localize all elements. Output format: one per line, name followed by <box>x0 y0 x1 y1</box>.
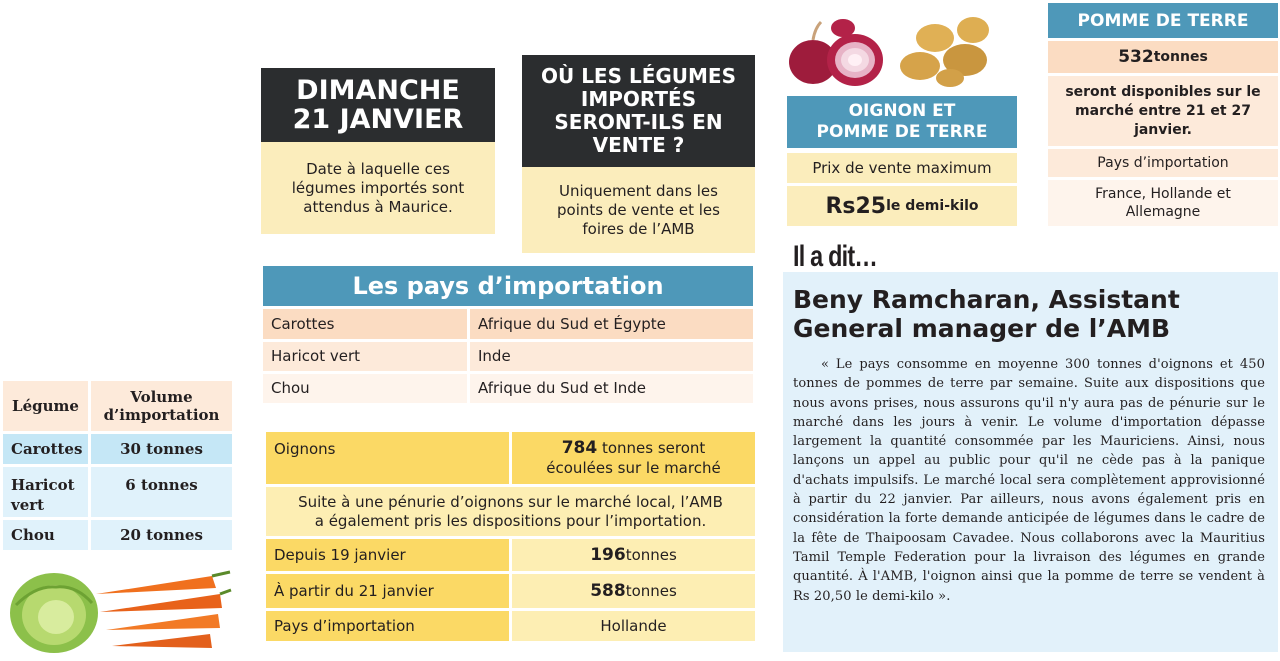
pays-row-3-pays <box>470 374 753 403</box>
volume-header-line1: Volume <box>130 388 193 406</box>
pomme-pays-label <box>1048 149 1278 177</box>
pomme-pays-label-text: Pays d’importation <box>1097 155 1229 171</box>
volume-header-volume <box>91 381 232 431</box>
pays-row-3-legume <box>263 374 467 403</box>
oignons-row-1-label-text: Depuis 19 janvier <box>274 545 406 564</box>
oignons-qty <box>512 432 755 484</box>
volume-row-2-volume <box>91 467 232 517</box>
pays-row-1-legume <box>263 309 467 339</box>
pomme-text <box>1048 76 1278 146</box>
oignons-qty-unit: tonnes seront <box>597 439 706 457</box>
pomme-text-content: seront disponibles sur le marché entre 21 et 27 janvier. <box>1065 83 1261 138</box>
oignons-label <box>266 432 509 484</box>
pomme-pays-value-text: France, Hollande et Allemagne <box>1095 186 1231 220</box>
oignon-subtitle-text: Prix de vente maximum <box>812 158 992 177</box>
oignon-title <box>787 96 1017 148</box>
oignons-row-2-value-text: 588 <box>590 581 626 601</box>
pays-row-3-pays-text: Afrique du Sud et Inde <box>478 379 647 397</box>
where-title-text: OÙ LES LÉGUMES IMPORTÉS SERONT-ILS EN VENTE ? <box>540 64 736 157</box>
oignons-row-2-unit: tonnes <box>625 582 677 600</box>
volume-row-2-legume-line1: Haricot <box>11 476 75 494</box>
volume-row-3-legume-text: Chou <box>11 526 55 544</box>
pays-row-2-legume-text: Haricot vert <box>271 347 361 365</box>
where-text <box>522 167 755 253</box>
quote-author <box>793 285 1273 343</box>
pays-row-2-legume <box>263 342 467 371</box>
volume-row-2-volume-text: 6 tonnes <box>125 476 198 494</box>
oignons-row-3-value-text: Hollande <box>600 616 667 635</box>
oignons-label-text: Oignons <box>274 440 336 458</box>
volume-row-1-legume <box>3 434 88 464</box>
oignons-note-line1: Suite à une pénurie d’oignons sur le marché local, l’AMB <box>298 492 723 511</box>
oignons-row-1-value-text: 196 <box>590 545 626 565</box>
oignons-row-1-label <box>266 539 509 571</box>
pays-table-title <box>263 266 753 306</box>
price-suffix: le demi-kilo <box>886 198 979 214</box>
quote-kicker <box>793 240 877 274</box>
volume-row-2-legume-line2: vert <box>11 496 45 514</box>
pays-table-title-text: Les pays d’importation <box>352 272 664 300</box>
oignons-qty-line2: écoulées sur le marché <box>546 459 721 477</box>
quote-author-line2: General manager de l’AMB <box>793 314 1171 343</box>
volume-row-3-volume <box>91 520 232 550</box>
potato-image <box>895 8 1000 88</box>
price-prefix: Rs <box>825 193 856 219</box>
pomme-title-text: POMME DE TERRE <box>1077 10 1249 31</box>
date-title-line2: 21 JANVIER <box>292 104 464 135</box>
pomme-tonnes <box>1048 41 1278 73</box>
where-text-content: Uniquement dans les points de vente et les foires de l’AMB <box>557 181 720 238</box>
pays-row-3-legume-text: Chou <box>271 379 310 397</box>
quote-kicker-text: Il a dit… <box>793 240 877 273</box>
oignons-row-1-unit: tonnes <box>625 546 677 564</box>
price-value: 25 <box>855 193 887 219</box>
oignons-row-2-value <box>512 574 755 608</box>
pomme-tonnes-unit: tonnes <box>1153 49 1208 65</box>
date-title <box>261 68 495 142</box>
carrot-image <box>92 570 232 655</box>
oignons-qty-value: 784 <box>561 438 598 458</box>
pomme-tonnes-value: 532 <box>1118 47 1154 67</box>
date-title-line1: DIMANCHE <box>296 75 460 106</box>
volume-header-line2: d’importation <box>103 406 220 424</box>
oignons-row-1-value <box>512 539 755 571</box>
volume-row-2-legume <box>3 467 88 517</box>
quote-text <box>793 355 1265 606</box>
quote-text-content: « Le pays consomme en moyenne 300 tonnes d'oignons et 450 tonnes de pommes de terre par semaine. Suite aux dispositions que nous avons prises, nous assurons qu'il n'y aura pas de pénurie sur le marché dans les jours à venir. Le volume d'importation dépasse largement la quantité consommée par les Mauriciens. Ainsi, nous lançons un appel au public pour qu'il ne cède pas à la panique d'achats impulsifs. Le marché local sera complètement approvisionné à partir du 22 janvier. Par ailleurs, nous avons également pris en considération la forte demande anticipée de légumes dans le cadre de la fête de Thaipoosam Cavadee. Nous collaborons avec la Mauritius Tamil Temple Federation pour la livraison des légumes en grande quantité. À l'AMB, l'oignon ainsi que la pomme de terre se vendent à Rs 20,50 le demi-kilo ». <box>793 357 1265 604</box>
pays-row-1-legume-text: Carottes <box>271 314 335 333</box>
volume-row-3-legume <box>3 520 88 550</box>
date-text-content: Date à laquelle ces légumes importés sont attendus à Maurice. <box>291 159 465 216</box>
pays-row-1-pays <box>470 309 753 339</box>
oignons-note <box>266 487 755 536</box>
oignons-row-3-label-text: Pays d’importation <box>274 616 415 635</box>
pays-row-1-pays-text: Afrique du Sud et Égypte <box>478 314 666 333</box>
cabbage-image <box>6 565 102 655</box>
oignons-row-3-value <box>512 611 755 641</box>
oignon-subtitle <box>787 153 1017 183</box>
pomme-pays-value <box>1048 180 1278 226</box>
volume-header-legume-text: Légume <box>12 397 79 415</box>
oignon-title-line2: POMME DE TERRE <box>816 122 988 142</box>
date-text <box>261 142 495 234</box>
volume-header-legume <box>3 381 88 431</box>
oignons-row-3-label <box>266 611 509 641</box>
oignon-title-line1: OIGNON ET <box>848 101 956 121</box>
quote-author-line1: Beny Ramcharan, Assistant <box>793 285 1180 314</box>
oignons-row-2-label-text: À partir du 21 janvier <box>274 581 434 600</box>
pays-row-2-pays-text: Inde <box>478 347 511 365</box>
volume-row-3-volume-text: 20 tonnes <box>120 526 203 544</box>
volume-row-1-volume-text: 30 tonnes <box>120 440 203 458</box>
oignons-row-2-label <box>266 574 509 608</box>
volume-row-1-volume <box>91 434 232 464</box>
oignons-note-line2: a également pris les dispositions pour l’importation. <box>314 511 707 530</box>
where-title <box>522 55 755 167</box>
pomme-title <box>1048 3 1278 38</box>
volume-row-1-legume-text: Carottes <box>11 440 83 458</box>
oignon-price <box>787 186 1017 226</box>
onion-image <box>783 14 893 94</box>
pays-row-2-pays <box>470 342 753 371</box>
